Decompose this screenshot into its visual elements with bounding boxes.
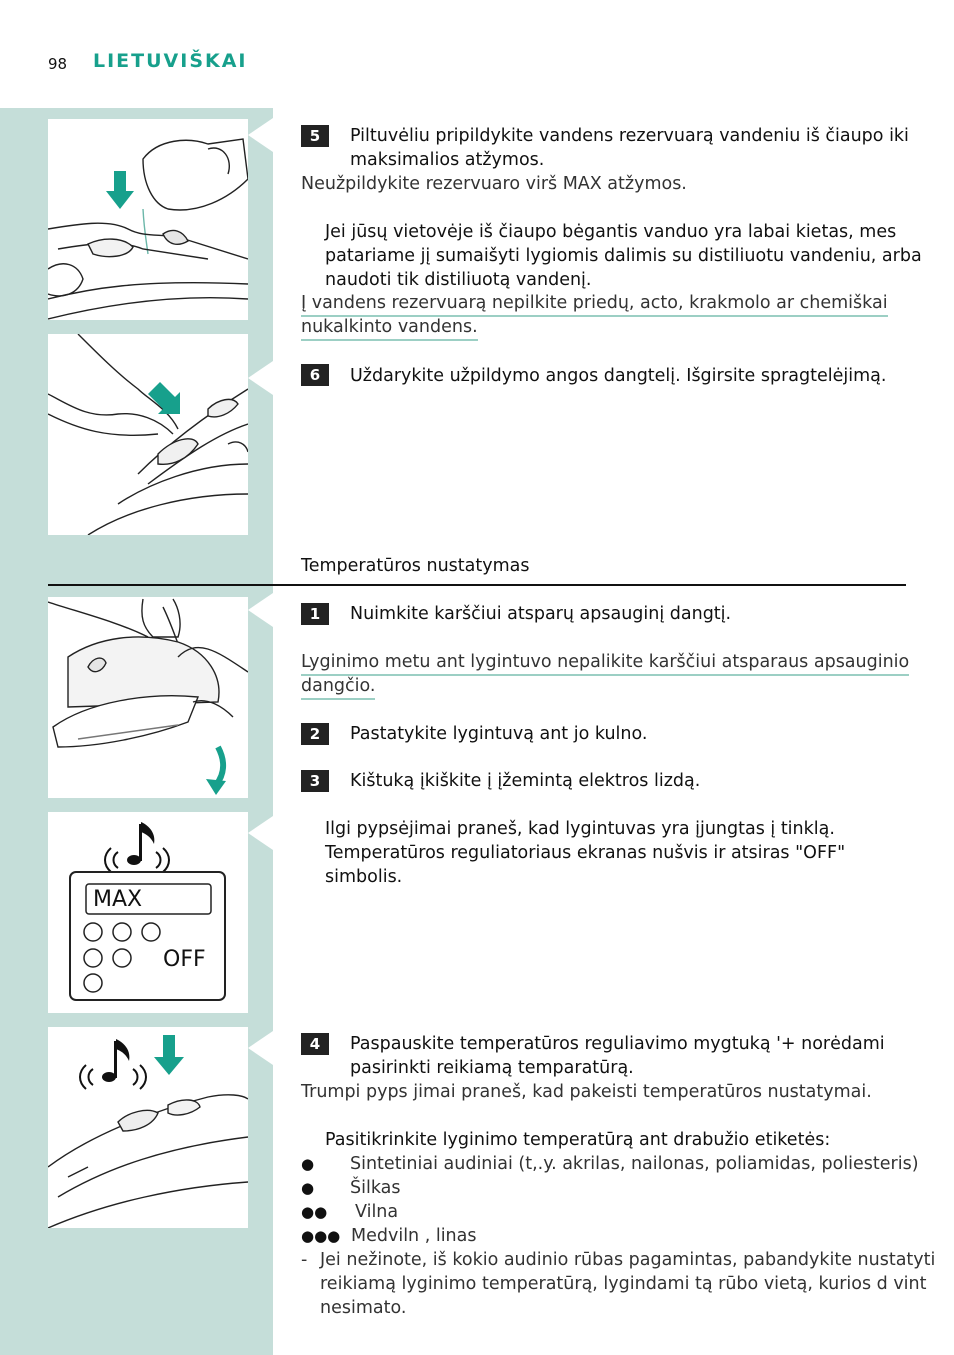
bullet-text: Vilna [355,1202,399,1222]
bullet-dots: ●● [301,1203,328,1221]
step3-text: Kištuką įkiškite į įžemintą elektros lizdą. [350,771,701,791]
display-off-label: OFF [163,947,206,972]
step5-line-1: Piltuvėliu pripildykite vandens rezervuarą vandeniu iš čiaupo iki [350,126,909,146]
section-divider [48,584,906,586]
bullet-dots: ● [301,1155,315,1173]
bullet-dots: ●●● [301,1227,341,1245]
illustration-temperature-button [48,1027,248,1228]
step5-tip-line-3: naudoti tik distiliuotą vandenį. [325,270,592,290]
illustration-close-lid [48,334,248,535]
step5-tip-line-1: Jei jūsų vietovėje iš čiaupo bėgantis vanduo yra labai kietas, mes [325,222,897,242]
bullet-text: Sintetiniai audiniai (t,.y. akrilas, nailonas, poliamidas, poliesteris) [350,1154,919,1174]
step4-tip: Pasitikrinkite lyginimo temperatūrą ant drabužio etiketės: [325,1130,831,1150]
step3-tip-line-2: Temperatūros reguliatoriaus ekranas nušvis ir atsiras "OFF" [325,843,846,863]
step-number-badge: 4 [301,1033,329,1055]
step5-note: Neužpildykite rezervuaro virš MAX atžymos. [301,174,687,194]
bullet-text: Medviln , linas [351,1226,477,1246]
illustration-pointer [248,816,273,850]
step3-tip-line-1: Ilgi pypsėjimai praneš, kad lygintuvas yra įjungtas į tinklą. [325,819,835,839]
section-title: Temperatūros nustatymas [301,556,530,576]
step5-line-2: maksimalios atžymos. [350,150,545,170]
display-max-label: MAX [93,887,143,912]
step1-warning-line-1: Lyginimo metu ant lygintuvo nepalikite karščiui atsparaus apsauginio [301,650,909,676]
illustration-display-panel [48,812,248,1013]
dash-line-3: nesimato. [320,1298,407,1318]
illustration-pointer [248,118,273,152]
step5-warning-line-1: Į vandens rezervuarą nepilkite priedų, acto, krakmolo ar chemiškai [301,291,888,317]
dash-marker: - [301,1250,308,1270]
step6-text: Uždarykite užpildymo angos dangtelį. Išgirsite spragtelėjimą. [350,366,887,386]
step3-tip-line-3: simbolis. [325,867,403,887]
illustration-remove-cover [48,597,248,798]
step-number-badge: 6 [301,364,329,386]
step-number-badge: 5 [301,125,329,147]
illustration-pointer [248,361,273,395]
step-number-badge: 1 [301,603,329,625]
step4-line-1: Paspauskite temperatūros reguliavimo mygtuką '+ norėdami [350,1034,885,1054]
language-heading: LIETUVIŠKAI [93,50,248,72]
step-number-badge: 2 [301,723,329,745]
step5-tip-line-2: patariame jį sumaišyti lygiomis dalimis su distiliuotu vandeniu, arba [325,246,922,266]
step-number-badge: 3 [301,770,329,792]
bullet-dots: ● [301,1179,315,1197]
illustration-pointer [248,1031,273,1065]
step4-line-2: pasirinkti reikiamą temparatūrą. [350,1058,634,1078]
step4-note: Trumpi pyps jimai praneš, kad pakeisti temperatūros nustatymai. [301,1082,872,1102]
dash-line-1: Jei nežinote, iš kokio audinio rūbas pagamintas, pabandykite nustatyti [320,1250,936,1270]
illustration-fill-water [48,119,248,320]
dash-line-2: reikiamą lyginimo temperatūrą, lygindami tą rūbo vietą, kurios d vint [320,1274,927,1294]
step2-text: Pastatykite lygintuvą ant jo kulno. [350,724,648,744]
bullet-text: Šilkas [350,1178,401,1198]
page-number: 98 [48,55,68,73]
step5-warning-line-2: nukalkinto vandens. [301,315,478,341]
illustration-pointer [248,593,273,627]
step1-warning-line-2: dangčio. [301,674,375,700]
step1-text: Nuimkite karščiui atsparų apsauginį dangtį. [350,604,732,624]
